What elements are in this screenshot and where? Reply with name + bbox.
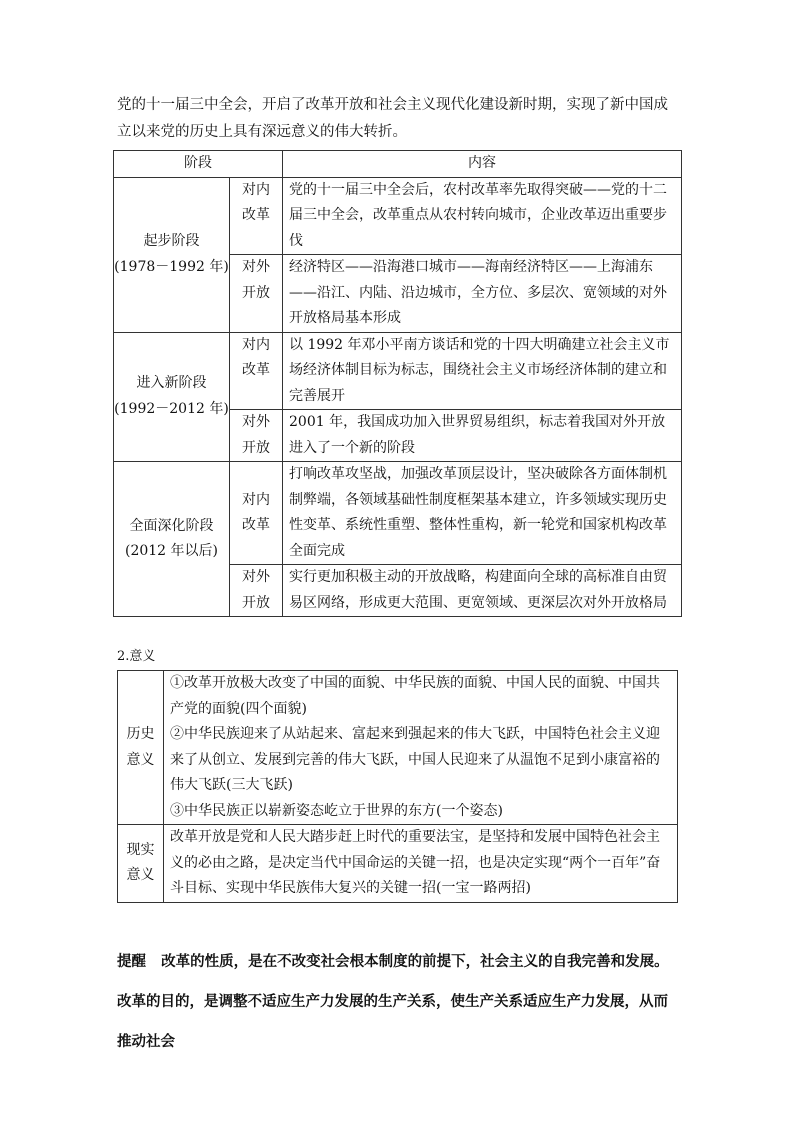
kind-label: 对内 bbox=[242, 181, 270, 198]
tip-paragraph bbox=[117, 942, 682, 1062]
kind-label: 对内 bbox=[242, 491, 270, 508]
kind-label: 对外 bbox=[242, 259, 270, 275]
kind-label: 开放 bbox=[242, 439, 270, 456]
content-cell: 经济特区——沿海港口城市——海南经济特区——上海浦东——沿江、内陆、沿边城市，全方位、多层次、宽领域的对外开放格局基本形成 bbox=[283, 255, 682, 333]
table-row bbox=[114, 462, 682, 565]
row-label: 历史 bbox=[126, 726, 155, 742]
list-item: ②中华民族迎来了从站起来、富起来到强起来的伟大飞跃，中国特色社会主义迎来了从创立、发展到完善的伟大飞跃，中国人民迎来了从温饱不足到小康富裕的伟大飞跃(三大飞跃) bbox=[170, 726, 660, 793]
section-heading: 2.意义 bbox=[117, 649, 156, 664]
stage-cell bbox=[114, 177, 230, 332]
kind-cell bbox=[230, 255, 283, 333]
header-stage: 阶段 bbox=[114, 151, 283, 178]
kind-label: 对外 bbox=[242, 569, 270, 585]
content-cell: 实行更加积极主动的开放战略，构建面向全球的高标准自由贸易区网络，形成更大范围、更宽领域、更深层次对外开放格局 bbox=[283, 565, 682, 617]
stage-name: 起步阶段 bbox=[143, 233, 200, 249]
content-cell: 党的十一届三中全会后，农村改革率先取得突破——党的十二届三中全会，改革重点从农村转向城市，企业改革迈出重要步伐 bbox=[283, 177, 682, 255]
kind-label: 改革 bbox=[242, 207, 270, 223]
table-row bbox=[118, 671, 678, 825]
kind-label: 对内 bbox=[242, 336, 270, 353]
stage-cell bbox=[114, 332, 230, 462]
kind-label: 改革 bbox=[242, 362, 270, 378]
row-label: 意义 bbox=[126, 751, 155, 768]
table-row bbox=[114, 332, 682, 410]
stage-name: 全面深化阶段 bbox=[129, 517, 214, 534]
stage-period: (2012 年以后) bbox=[124, 543, 218, 559]
kind-cell bbox=[230, 462, 283, 565]
kind-cell bbox=[230, 410, 283, 462]
reality-content-cell: 改革开放是党和人民大踏步赶上时代的重要法宝，是坚持和发展中国特色社会主义的必由之路，是决定当代中国命运的关键一招，也是决定实现“两个一百年”奋斗目标、实现中华民族伟大复兴的关键一招(一宝一路两招) bbox=[164, 825, 678, 903]
list-item: ③中华民族正以崭新姿态屹立于世界的东方(一个姿态) bbox=[170, 802, 503, 819]
kind-label: 改革 bbox=[242, 517, 270, 533]
table-row bbox=[118, 825, 678, 903]
stage-period: (1978－1992 年) bbox=[114, 258, 229, 275]
history-content-cell bbox=[164, 671, 678, 825]
content-cell: 打响改革攻坚战，加强改革顶层设计，坚决破除各方面体制机制弊端，各领域基础性制度框架基本建立，许多领域实现历史性变革、系统性重塑、整体性重构，新一轮党和国家机构改革全面完成 bbox=[283, 462, 682, 565]
table-row bbox=[114, 177, 682, 255]
kind-cell bbox=[230, 332, 283, 410]
history-label-cell bbox=[118, 671, 164, 825]
table-header-row bbox=[114, 151, 682, 178]
kind-cell bbox=[230, 565, 283, 617]
header-content: 内容 bbox=[283, 151, 682, 178]
kind-label: 对外 bbox=[242, 414, 270, 430]
list-item: ①改革开放极大改变了中国的面貌、中华民族的面貌、中国人民的面貌、中国共产党的面貌(四个面貌) bbox=[170, 675, 660, 717]
stage-name: 进入新阶段 bbox=[136, 375, 207, 392]
stage-period: (1992－2012 年) bbox=[114, 400, 229, 417]
row-label: 意义 bbox=[126, 867, 155, 884]
content-cell: 以 1992 年邓小平南方谈话和党的十四大明确建立社会主义市场经济体制目标为标志，围绕社会主义市场经济体制的建立和完善展开 bbox=[283, 332, 682, 410]
intro-paragraph: 党的十一届三中全会，开启了改革开放和社会主义现代化建设新时期，实现了新中国成立以来党的历史上具有深远意义的伟大转折。 bbox=[117, 97, 668, 140]
reform-stages-table bbox=[113, 150, 682, 617]
tip-text: 改革的性质，是在不改变社会根本制度的前提下，社会主义的自我完善和发展。改革的目的，是调整不适应生产力发展的生产关系，使生产关系适应生产力发展，从而推动社会 bbox=[117, 953, 669, 1050]
reality-label-cell bbox=[118, 825, 164, 903]
tip-label: 提醒 bbox=[117, 953, 146, 970]
kind-label: 开放 bbox=[242, 594, 270, 611]
kind-cell bbox=[230, 177, 283, 255]
row-label: 现实 bbox=[126, 841, 155, 858]
kind-label: 开放 bbox=[242, 284, 270, 301]
significance-table bbox=[117, 670, 678, 903]
content-cell: 2001 年，我国成功加入世界贸易组织，标志着我国对外开放进入了一个新的阶段 bbox=[283, 410, 682, 462]
stage-cell bbox=[114, 462, 230, 617]
